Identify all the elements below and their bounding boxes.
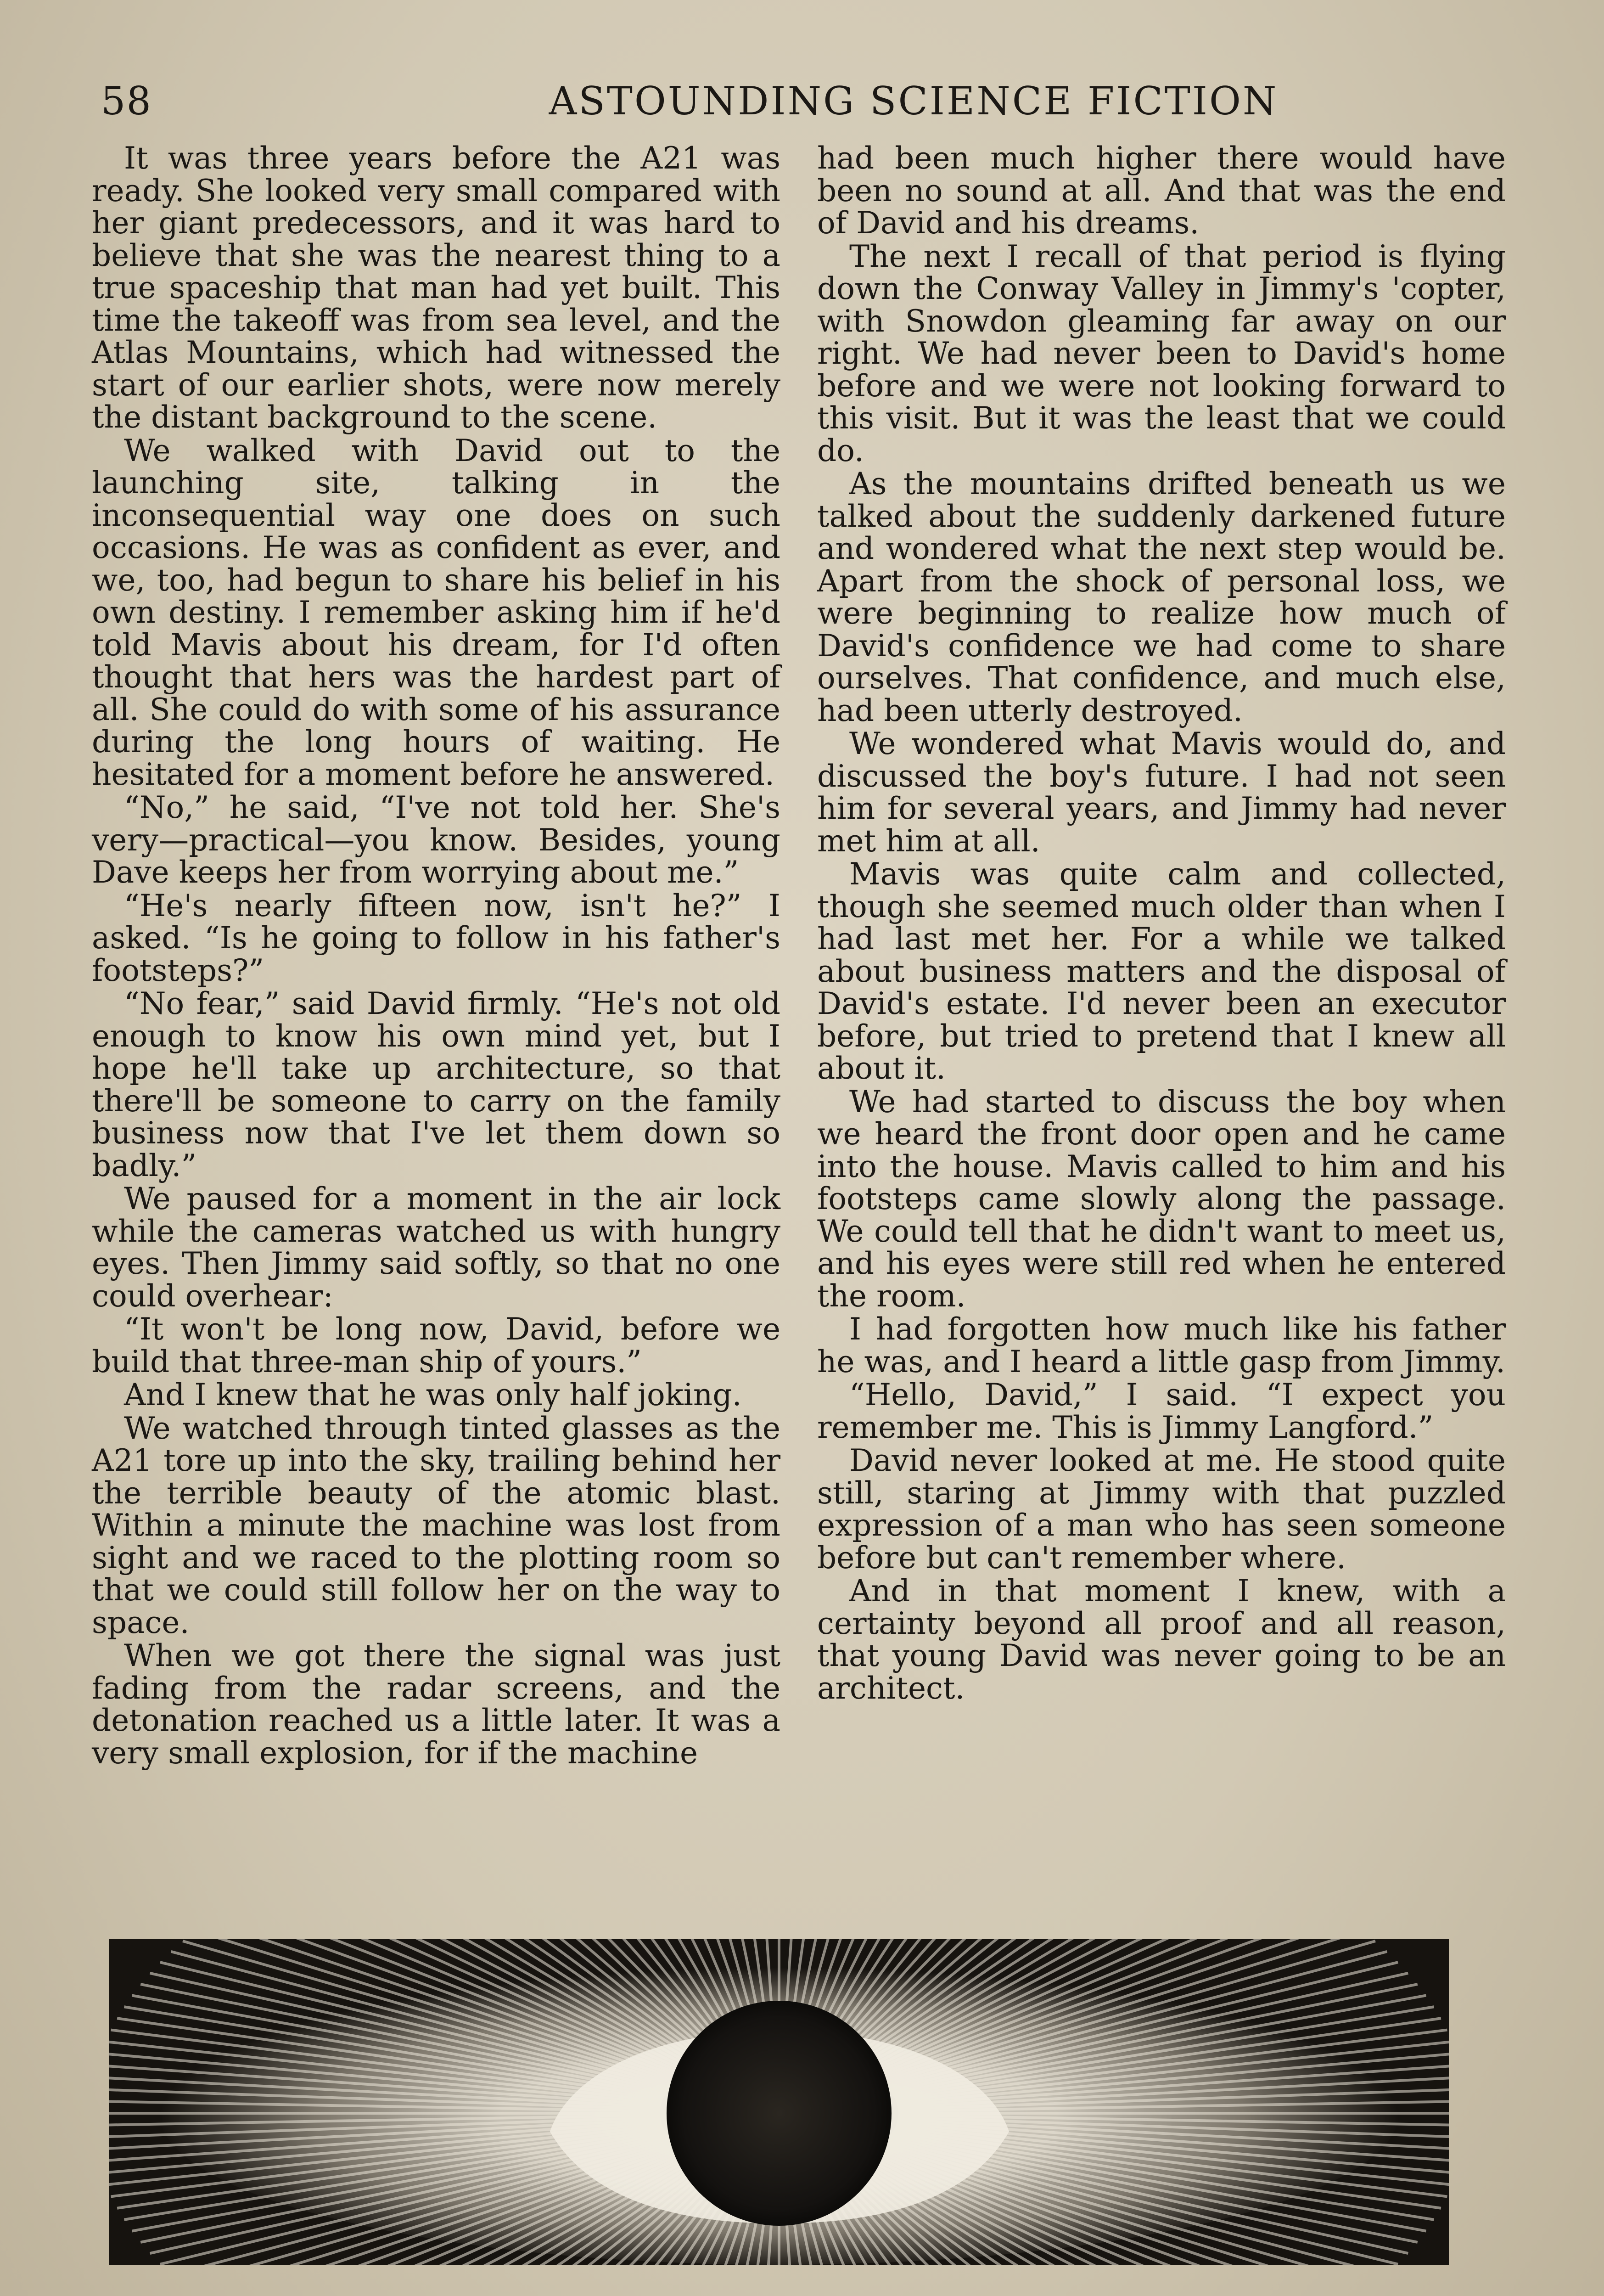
running-title: ASTOUNDING SCIENCE FICTION [549,79,1279,124]
page-number: 58 [101,79,152,124]
paragraph: “Hello, David,” I said. “I expect you remember me. This is Jimmy Langford.” [817,1377,1506,1445]
paragraph: “No,” he said, “I've not told her. She's very—practical—you know. Besides, young Dave keeps her from worrying about me.” [92,790,780,890]
paragraph: The next I recall of that period is flying down the Conway Valley in Jimmy's 'copter, with Snowdon gleaming far away on our right. We had never been to David's home before and we were not looking forward to this visit. But it was the least that we could do. [817,238,1506,468]
page-header [101,73,1529,129]
left-text-column [92,142,780,1769]
paragraph: “He's nearly fifteen now, isn't he?” I asked. “Is he going to follow in his father's footsteps?” [92,888,780,988]
paragraph: had been much higher there would have been no sound at all. And that was the end of David and his dreams. [817,141,1506,241]
paragraph: And in that moment I knew, with a certainty beyond all proof and all reason, that young David was never going to be an architect. [817,1573,1506,1706]
eclipse-illustration [109,1939,1449,2265]
paragraph: When we got there the signal was just fading from the radar screens, and the detonation reached us a little later. It was a very small explosion, for if the machine [92,1638,780,1771]
paragraph: We walked with David out to the launching site, talking in the inconsequential way one does on such occasions. He was as confident as ever, and we, too, had begun to share his belief in his own destiny. I remember asking him if he'd told Mavis about his dream, for I'd often thought that hers was the hardest part of all. She could do with some of his assurance during the long hours of waiting. He hesitated for a moment before he answered. [92,433,780,792]
paragraph: “No fear,” said David firmly. “He's not old enough to know his own mind yet, but I hope he'll take up architecture, so that there'll be someone to carry on the family business now that I've let them down so badly.” [92,986,780,1183]
right-text-column [817,142,1506,1705]
paragraph: We wondered what Mavis would do, and discussed the boy's future. I had not seen him for several years, and Jimmy had never met him at all. [817,726,1506,859]
eclipse-disc-icon [667,2001,892,2226]
paragraph: We watched through tinted glasses as the A21 tore up into the sky, trailing behind her the terrible beauty of the atomic blast. Within a minute the machine was lost from sight and we raced to the plotting room so that we could still follow her on the way to space. [92,1410,780,1640]
paragraph: It was three years before the A21 was ready. She looked very small compared with her giant predecessors, and it was hard to believe that she was the nearest thing to a true spaceship that man had yet built. This time the takeoff was from sea level, and the Atlas Mountains, which had witnessed the start of our earlier shots, were now merely the distant background to the scene. [92,141,780,435]
paragraph: And I knew that he was only half joking. [124,1377,742,1412]
paragraph: We had started to discuss the boy when we heard the front door open and he came into the house. Mavis called to him and his footsteps came slowly along the passage. We could tell that he didn't want to meet us, and his eyes were still red when he entered the room. [817,1084,1506,1314]
paragraph: Mavis was quite calm and collected, though she seemed much older than when I had last met her. For a while we talked about business matters and the disposal of David's estate. I'd never been an executor before, but tried to pretend that I knew all about it. [817,856,1506,1086]
paragraph: As the mountains drifted beneath us we talked about the suddenly darkened future and wondered what the next step would be. Apart from the shock of personal loss, we were beginning to realize how much of David's confidence we had come to share ourselves. That confidence, and much else, had been utterly destroyed. [817,466,1506,728]
paragraph: I had forgotten how much like his father he was, and I heard a little gasp from Jimmy. [817,1311,1506,1379]
paragraph: We paused for a moment in the air lock while the cameras watched us with hungry eyes. Then Jimmy said softly, so that no one could overhear: [92,1181,780,1314]
paragraph: “It won't be long now, David, before we build that three-man ship of yours.” [92,1311,780,1379]
paragraph: David never looked at me. He stood quite still, staring at Jimmy with that puzzled expression of a man who has seen someone before but can't remember where. [817,1443,1506,1576]
